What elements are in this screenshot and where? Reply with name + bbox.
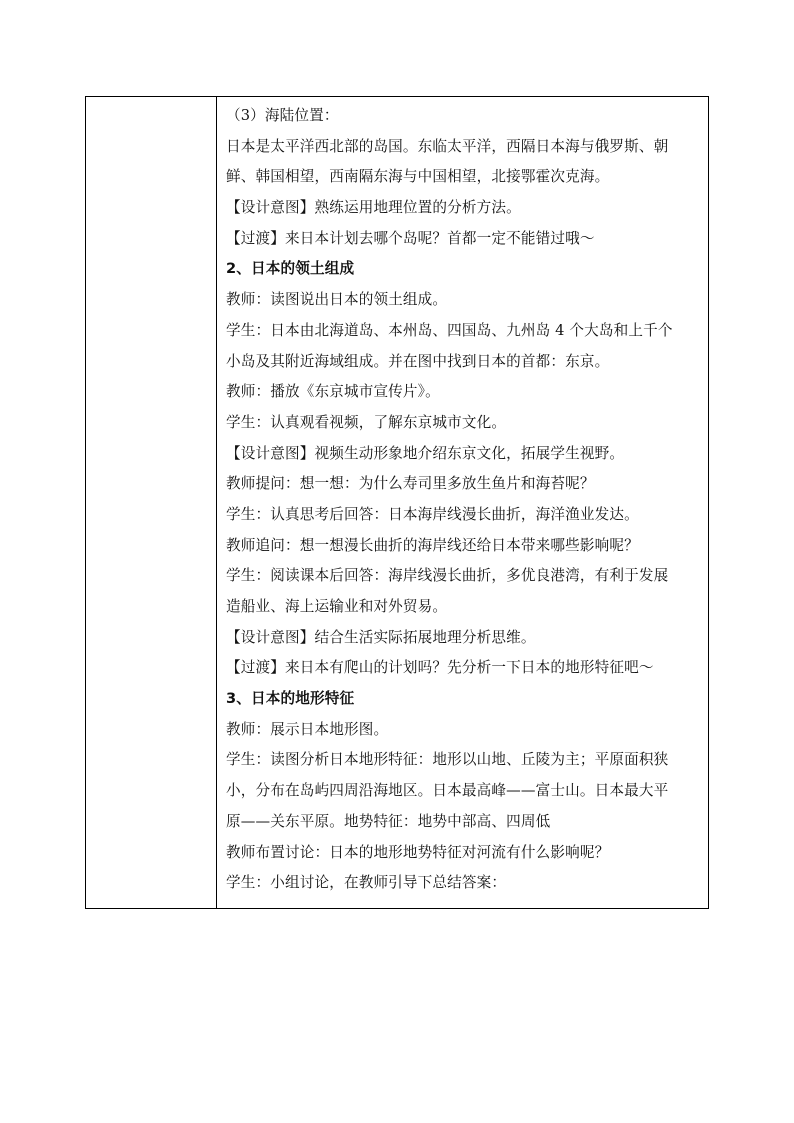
text-line: 学生：读图分析日本地形特征：地形以山地、丘陵为主；平原面积狭 — [226, 751, 669, 769]
text-line: 学生：日本由北海道岛、本州岛、四国岛、九州岛 4 个大岛和上千个 — [226, 321, 673, 339]
text-line: 学生：认真思考后回答：日本海岸线漫长曲折，海洋渔业发达。 — [226, 505, 639, 523]
text-line: 学生：认真观看视频，了解东京城市文化。 — [226, 413, 507, 431]
text-line: 【设计意图】熟练运用地理位置的分析方法。 — [226, 199, 521, 217]
text-line: 学生：小组讨论，在教师引导下总结答案： — [226, 874, 507, 892]
section-heading: 3、日本的地形特征 — [226, 690, 355, 708]
text-line: 教师提问：想一想：为什么寿司里多放生鱼片和海苔呢？ — [226, 475, 595, 493]
text-line: 【过渡】来日本计划去哪个岛呢？首都一定不能错过哦～ — [226, 229, 595, 247]
text-line: 原——关东平原。地势特征：地势中部高、四周低 — [226, 812, 551, 830]
text-line: 【过渡】来日本有爬山的计划吗？先分析一下日本的地形特征吧～ — [226, 659, 654, 677]
text-line: （3）海陆位置： — [226, 107, 339, 124]
text-line: 小岛及其附近海域组成。并在图中找到日本的首都：东京。 — [226, 352, 610, 370]
text-line: 小，分布在岛屿四周沿海地区。日本最高峰——富士山。日本最大平 — [226, 782, 669, 800]
table-left-cell — [86, 97, 217, 908]
text-line: 日本是太平洋西北部的岛国。东临太平洋，西隔日本海与俄罗斯、朝 — [226, 137, 669, 155]
text-line: 教师：读图说出日本的领土组成。 — [226, 291, 448, 309]
text-line: 【设计意图】结合生活实际拓展地理分析思维。 — [226, 628, 536, 646]
text-line: 鲜、韩国相望，西南隔东海与中国相望，北接鄂霍次克海。 — [226, 168, 610, 186]
text-line: 造船业、海上运输业和对外贸易。 — [226, 598, 448, 615]
text-line: 【设计意图】视频生动形象地介绍东京文化，拓展学生视野。 — [226, 444, 625, 462]
text-line: 教师追问：想一想漫长曲折的海岸线还给日本带来哪些影响呢？ — [226, 536, 639, 554]
text-line: 教师布置讨论：日本的地形地势特征对河流有什么影响呢？ — [226, 843, 610, 861]
section-heading: 2、日本的领土组成 — [226, 260, 355, 278]
text-line: 学生：阅读课本后回答：海岸线漫长曲折，多优良港湾，有利于发展 — [226, 567, 669, 585]
text-line: 教师：展示日本地形图。 — [226, 720, 389, 738]
text-line: 教师：播放《东京城市宣传片》。 — [226, 383, 440, 401]
table-content-cell — [217, 97, 708, 908]
lesson-table — [85, 96, 709, 909]
